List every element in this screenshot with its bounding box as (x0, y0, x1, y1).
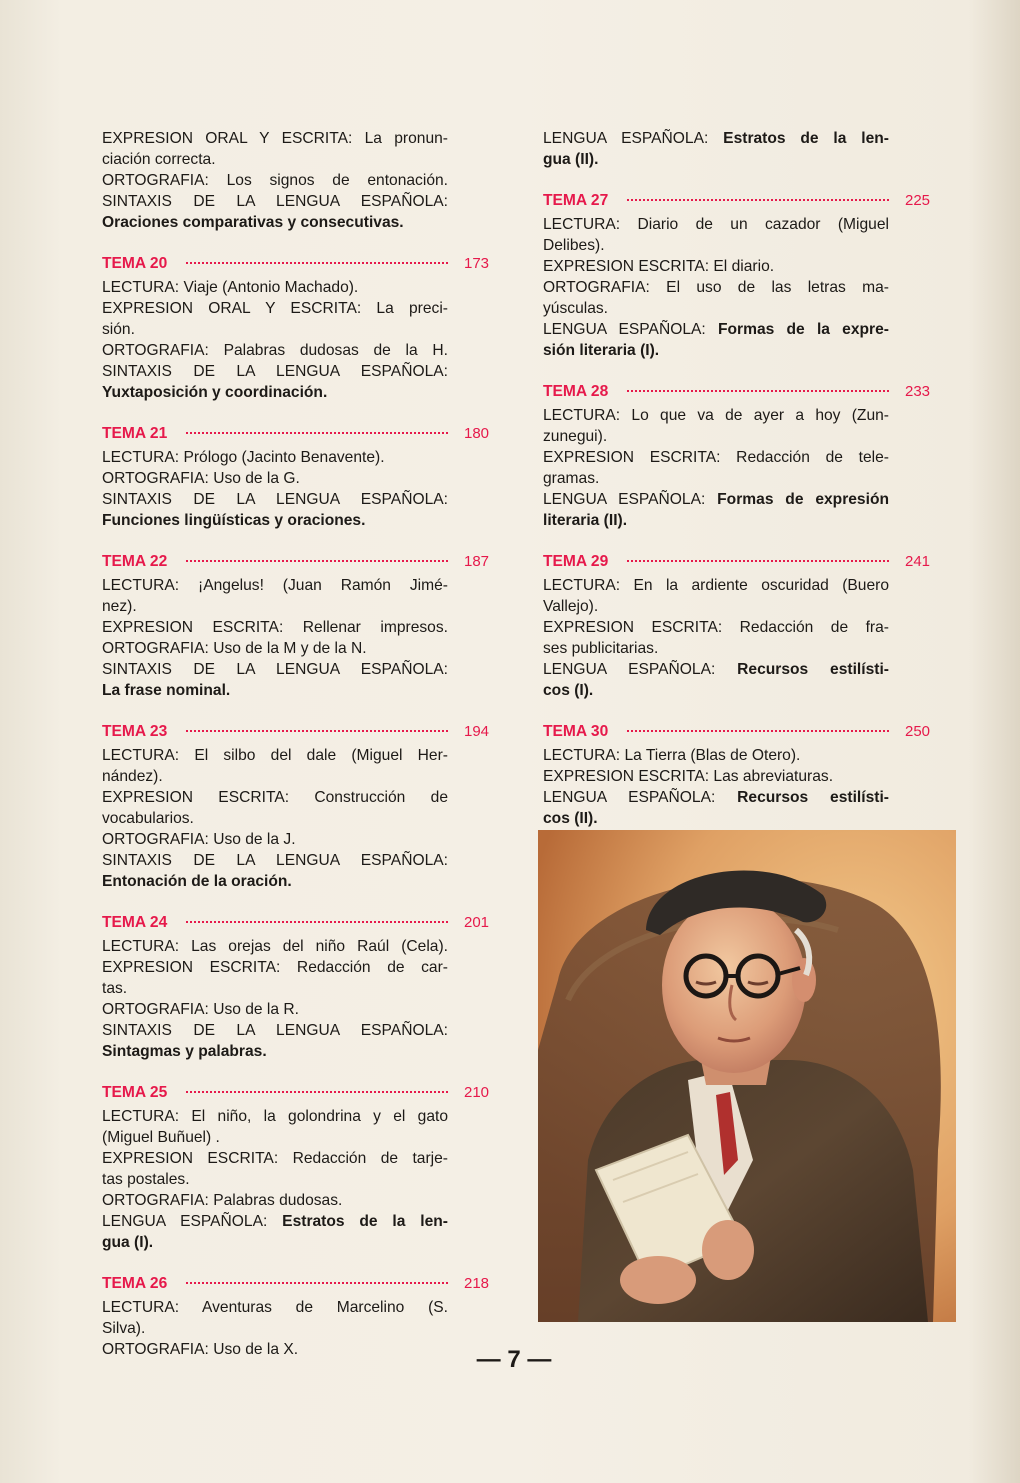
tema-page-number: 210 (464, 1084, 490, 1101)
tema-26-section (102, 1273, 492, 1360)
text-line: nez). (102, 598, 137, 615)
leader-dots (627, 560, 889, 562)
text-line: nández). (102, 768, 163, 785)
tema-page-number: 250 (905, 723, 931, 740)
text-line: literaria (II). (543, 512, 628, 529)
text-line: LECTURA: La Tierra (Blas de Otero). (543, 747, 801, 764)
tema-label: TEMA 26 (102, 1275, 168, 1292)
text-line: LECTURA: Prólogo (Jacinto Benavente). (102, 449, 385, 466)
text-line: ORTOGRAFIA: Los signos de entonación. (102, 172, 448, 189)
tema-page-number: 173 (464, 255, 490, 272)
text-line (543, 128, 889, 149)
text-line (102, 1211, 448, 1232)
tema-25-heading[interactable] (102, 1082, 492, 1104)
tema-label: TEMA 28 (543, 383, 609, 400)
text-line: LECTURA: El silbo del dale (Miguel Her- (102, 747, 448, 764)
tema-label: TEMA 27 (543, 192, 609, 209)
text-line: LECTURA: Las orejas del niño Raúl (Cela). (102, 938, 448, 955)
tema-page-number: 241 (905, 553, 931, 570)
text-line: cos (II). (543, 810, 598, 827)
text-line: gua (I). (102, 1234, 154, 1251)
text-line: LECTURA: El niño, la golondrina y el gato (102, 1108, 448, 1125)
text-fragment-bold: Recursos estilísti- (737, 789, 889, 806)
text-fragment-bold: Estratos de la len- (282, 1213, 448, 1230)
tema-24-section (102, 912, 492, 1062)
tema-27-body (543, 214, 889, 361)
tema-page-number: 180 (464, 425, 490, 442)
text-line: Funciones lingüísticas y oraciones. (102, 512, 366, 529)
text-line: ORTOGRAFIA: Uso de la R. (102, 1001, 300, 1018)
text-line: ORTOGRAFIA: Palabras dudosas de la H. (102, 342, 448, 359)
tema-label: TEMA 29 (543, 553, 609, 570)
right-column (543, 128, 935, 849)
tema-21-body (102, 447, 448, 531)
text-line: ORTOGRAFIA: Uso de la G. (102, 470, 300, 487)
text-line: ORTOGRAFIA: Uso de la M y de la N. (102, 640, 367, 657)
tema-22-heading[interactable] (102, 551, 492, 573)
tema-label: TEMA 25 (102, 1084, 168, 1101)
text-fragment: LENGUA ESPAÑOLA: (543, 491, 718, 508)
text-line: Silva). (102, 1320, 146, 1337)
text-line: tas postales. (102, 1171, 190, 1188)
tema-23-body (102, 745, 448, 892)
leader-dots (627, 390, 889, 392)
leader-dots (186, 1091, 448, 1093)
text-line: sión. (102, 321, 135, 338)
tema-label: TEMA 23 (102, 723, 168, 740)
left-column (102, 128, 492, 1380)
tema-page-number: 201 (464, 914, 490, 931)
leader-dots (186, 730, 448, 732)
text-line: zunegui). (543, 428, 608, 445)
tema-label: TEMA 30 (543, 723, 609, 740)
tema-label: TEMA 24 (102, 914, 168, 931)
tema-25-body (102, 1106, 448, 1253)
text-line: LECTURA: Lo que va de ayer a hoy (Zun- (543, 407, 889, 424)
text-fragment: LENGUA ESPAÑOLA: (543, 130, 724, 147)
text-line: LECTURA: ¡Angelus! (Juan Ramón Jimé- (102, 577, 448, 594)
text-line (543, 787, 889, 808)
text-line: EXPRESION ESCRITA: Redacción de car- (102, 959, 448, 976)
tema-label: TEMA 21 (102, 425, 168, 442)
leader-dots (627, 730, 889, 732)
tema-23-section (102, 721, 492, 892)
text-line: cos (I). (543, 682, 594, 699)
text-fragment: LENGUA ESPAÑOLA: (102, 1213, 283, 1230)
text-line: EXPRESION ESCRITA: Redacción de tarje- (102, 1150, 448, 1167)
text-line: LECTURA: En la ardiente oscuridad (Buero (543, 577, 889, 594)
text-line: EXPRESION ESCRITA: Redacción de fra- (543, 619, 889, 636)
text-line: EXPRESION ESCRITA: Rellenar impresos. (102, 619, 448, 636)
text-line: ORTOGRAFIA: Palabras dudosas. (102, 1192, 343, 1209)
tema-page-number: 218 (464, 1275, 490, 1292)
text-line: Delibes). (543, 237, 605, 254)
tema-label: TEMA 20 (102, 255, 168, 272)
tema-27-heading[interactable] (543, 190, 935, 212)
tema-20-section (102, 253, 492, 403)
text-line: gua (II). (543, 151, 599, 168)
text-fragment: LENGUA ESPAÑOLA: (543, 661, 738, 678)
tema-29-body (543, 575, 889, 701)
text-line: EXPRESION ESCRITA: Construcción de (102, 789, 448, 806)
text-line: (Miguel Buñuel) . (102, 1129, 220, 1146)
text-line: EXPRESION ESCRITA: El diario. (543, 258, 775, 275)
text-line: La frase nominal. (102, 682, 231, 699)
tema-page-number: 187 (464, 553, 490, 570)
tema-24-body (102, 936, 448, 1062)
tema-page-number: 225 (905, 192, 931, 209)
tema-22-body (102, 575, 448, 701)
text-line: EXPRESION ORAL Y ESCRITA: La pronun- (102, 130, 448, 147)
text-line: Sintagmas y palabras. (102, 1043, 267, 1060)
tema-27-section (543, 190, 935, 361)
tema-label: TEMA 22 (102, 553, 168, 570)
text-line: SINTAXIS DE LA LENGUA ESPAÑOLA: (102, 363, 448, 380)
text-fragment-bold: Formas de expresión (717, 491, 889, 508)
text-line: SINTAXIS DE LA LENGUA ESPAÑOLA: (102, 491, 448, 508)
tema-22-section (102, 551, 492, 701)
tema-28-section (543, 381, 935, 531)
tema-29-heading[interactable] (543, 551, 935, 573)
text-line: tas. (102, 980, 128, 997)
tema-page-number: 194 (464, 723, 490, 740)
leader-dots (186, 1282, 448, 1284)
tema-26-heading[interactable] (102, 1273, 492, 1295)
right-intro-section (543, 128, 889, 170)
tema-30-heading[interactable] (543, 721, 935, 743)
text-line: Vallejo). (543, 598, 599, 615)
text-line: LECTURA: Aventuras de Marcelino (S. (102, 1299, 448, 1316)
leader-dots (186, 560, 448, 562)
tema-23-heading[interactable] (102, 721, 492, 743)
tema-24-heading[interactable] (102, 912, 492, 934)
leader-dots (186, 262, 448, 264)
tema-21-section (102, 423, 492, 531)
text-fragment: LENGUA ESPAÑOLA: (543, 789, 738, 806)
tema-page-number: 233 (905, 383, 931, 400)
text-fragment-bold: Recursos estilísti- (737, 661, 889, 678)
text-line: Yuxtaposición y coordinación. (102, 384, 328, 401)
tema-21-heading[interactable] (102, 423, 492, 445)
portrait-painting (538, 830, 956, 1322)
text-line: ORTOGRAFIA: El uso de las letras ma- (543, 279, 889, 296)
leader-dots (186, 921, 448, 923)
tema-26-body (102, 1297, 448, 1360)
text-line (543, 659, 889, 680)
text-line: ORTOGRAFIA: Uso de la J. (102, 831, 296, 848)
text-line: sión literaria (I). (543, 342, 660, 359)
text-line: ses publicitarias. (543, 640, 659, 657)
text-line: yúsculas. (543, 300, 609, 317)
text-line: EXPRESION ESCRITA: Redacción de tele- (543, 449, 889, 466)
page-number: — 7 — (476, 1346, 552, 1373)
tema-20-body (102, 277, 448, 403)
leader-dots (186, 432, 448, 434)
tema-30-section (543, 721, 935, 829)
text-line: SINTAXIS DE LA LENGUA ESPAÑOLA: (102, 661, 448, 678)
tema-30-body (543, 745, 889, 829)
text-line: ciación correcta. (102, 151, 216, 168)
tema-25-section (102, 1082, 492, 1253)
text-line: Entonación de la oración. (102, 873, 292, 890)
text-line: LECTURA: Viaje (Antonio Machado). (102, 279, 359, 296)
text-line: vocabularios. (102, 810, 194, 827)
text-line: Oraciones comparativas y consecutivas. (102, 214, 404, 231)
text-line (543, 489, 889, 510)
portrait-illustration (538, 830, 956, 1322)
text-line: LECTURA: Diario de un cazador (Miguel (543, 216, 889, 233)
tema-28-heading[interactable] (543, 381, 935, 403)
tema-28-body (543, 405, 889, 531)
text-line: SINTAXIS DE LA LENGUA ESPAÑOLA: (102, 852, 448, 869)
text-fragment-bold: Estratos de la len- (723, 130, 889, 147)
text-line: EXPRESION ORAL Y ESCRITA: La preci- (102, 300, 448, 317)
intro-section (102, 128, 448, 233)
tema-29-section (543, 551, 935, 701)
text-line: ORTOGRAFIA: Uso de la X. (102, 1341, 299, 1358)
leader-dots (627, 199, 889, 201)
text-fragment: LENGUA ESPAÑOLA: (543, 321, 718, 338)
text-line (543, 319, 889, 340)
text-fragment-bold: Formas de la expre- (717, 321, 889, 338)
tema-20-heading[interactable] (102, 253, 492, 275)
text-line: SINTAXIS DE LA LENGUA ESPAÑOLA: (102, 193, 448, 210)
text-line: SINTAXIS DE LA LENGUA ESPAÑOLA: (102, 1022, 448, 1039)
text-line: gramas. (543, 470, 600, 487)
text-line: EXPRESION ESCRITA: Las abreviaturas. (543, 768, 834, 785)
